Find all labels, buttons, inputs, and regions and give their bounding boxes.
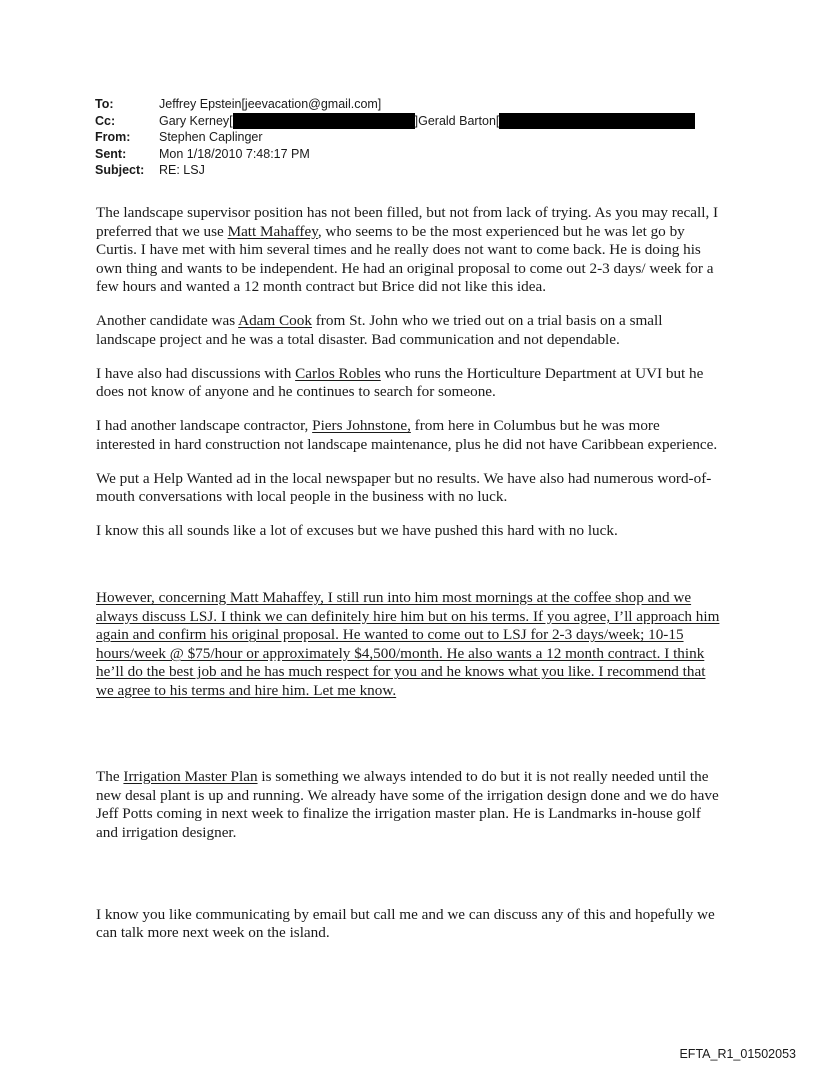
paragraph-text: The bbox=[96, 767, 124, 785]
header-sent-row bbox=[95, 146, 695, 163]
paragraph-text: Another candidate was bbox=[96, 312, 239, 330]
irrigation-master-plan-link: Irrigation Master Plan bbox=[123, 767, 258, 785]
name-link-piers-johnstone: Piers Johnstone, bbox=[312, 417, 411, 435]
paragraph-text: from here in Columbus but he was more interested in hard construction not landscape maintenance, plus he did not have Caribbean experience. bbox=[96, 417, 718, 453]
paragraph-help-wanted: We put a Help Wanted ad in the local newspaper but no results. We have also had numerous word-of-mouth conversations with local people in the business with no luck. bbox=[96, 469, 712, 506]
cc-value bbox=[159, 113, 695, 130]
header-to-row bbox=[95, 96, 695, 113]
sent-label: Sent: bbox=[95, 146, 127, 161]
email-header bbox=[95, 96, 695, 179]
email-body bbox=[96, 204, 722, 958]
name-link-carlos-robles: Carlos Robles bbox=[295, 364, 381, 382]
cc-value-first: Gary Kerney[ bbox=[159, 113, 233, 128]
paragraph-text: who runs the Horticulture Department at UVI but he does not know of anyone and he continues to search for someone. bbox=[96, 364, 704, 401]
paragraph-carlos-robles bbox=[96, 365, 722, 402]
paragraph-text: I had another landscape contractor, bbox=[96, 417, 313, 435]
paragraph-landscape-supervisor bbox=[96, 204, 722, 297]
redaction-box bbox=[233, 113, 415, 129]
from-label: From: bbox=[95, 130, 131, 144]
paragraph-text: , who seems to be the most experienced but he was let go by Curtis. I have met with him several times and he really does not want to come back. He is doing his own thing and wants to be independent. He had an original proposal to come out 2-3 days/ week for a few hours and wanted a 12 month contract but Brice did not like this idea. bbox=[96, 222, 714, 296]
header-subject-row bbox=[95, 162, 695, 179]
paragraph-text: is something we always intended to do but it is not really needed until the new desal plant is up and running. We already have some of the irrigation design done and we do have Jeff Potts coming in next week to finalize the irrigation master plan. He is Landmarks in-house golf and irrigation designer. bbox=[96, 767, 719, 841]
to-value: Jeffrey Epstein[jeevacation@gmail.com] bbox=[159, 97, 382, 111]
paragraph-text: The landscape supervisor position has not been filled, but not from lack of trying. As you may recall, I preferred that we use bbox=[96, 204, 719, 240]
sent-value: Mon 1/18/2010 7:48:17 PM bbox=[159, 146, 310, 161]
paragraph-irrigation-plan bbox=[96, 768, 722, 842]
header-cc-row bbox=[95, 113, 695, 130]
name-link-adam-cook: Adam Cook bbox=[238, 312, 312, 330]
paragraph-text: from St. John who we tried out on a trial basis on a small landscape project and he was a total disaster. Bad communication and not dependable. bbox=[96, 312, 663, 348]
cc-label: Cc: bbox=[95, 113, 116, 128]
paragraph-piers-johnstone bbox=[96, 417, 722, 454]
paragraph-matt-mahaffey-proposal: However, concerning Matt Mahaffey, I still run into him most mornings at the coffee shop and we always discuss LSJ. I think we can definitely hire him but on his terms. If you agree, I’ll approach him again and confirm his original proposal. He wanted to come out to LSJ for 2-3 days/week; 10-15 hours/week @ $75/hour or approximately $4,500/month. He also wants a 12 month contract. I think he’ll do the best job and he has much respect for you and he knows what you like. I recommend that we agree to his terms and hire him. Let me know. bbox=[96, 589, 720, 700]
paragraph-adam-cook bbox=[96, 312, 722, 349]
document-id: EFTA_R1_01502053 bbox=[679, 1047, 796, 1061]
subject-label: Subject: bbox=[95, 163, 145, 177]
paragraph-excuses: I know this all sounds like a lot of excuses but we have pushed this hard with no luck. bbox=[96, 522, 618, 540]
paragraph-text: I have also had discussions with bbox=[96, 364, 296, 382]
header-from-row bbox=[95, 129, 695, 146]
redaction-box bbox=[499, 113, 695, 129]
from-value: Stephen Caplinger bbox=[159, 130, 263, 144]
subject-value: RE: LSJ bbox=[159, 163, 205, 177]
paragraph-closing: I know you like communicating by email but call me and we can discuss any of this and hopefully we can talk more next week on the island. bbox=[96, 905, 715, 942]
to-label: To: bbox=[95, 97, 114, 111]
name-link-matt-mahaffey: Matt Mahaffey bbox=[227, 222, 318, 240]
cc-value-second: ]Gerald Barton[ bbox=[414, 113, 500, 128]
